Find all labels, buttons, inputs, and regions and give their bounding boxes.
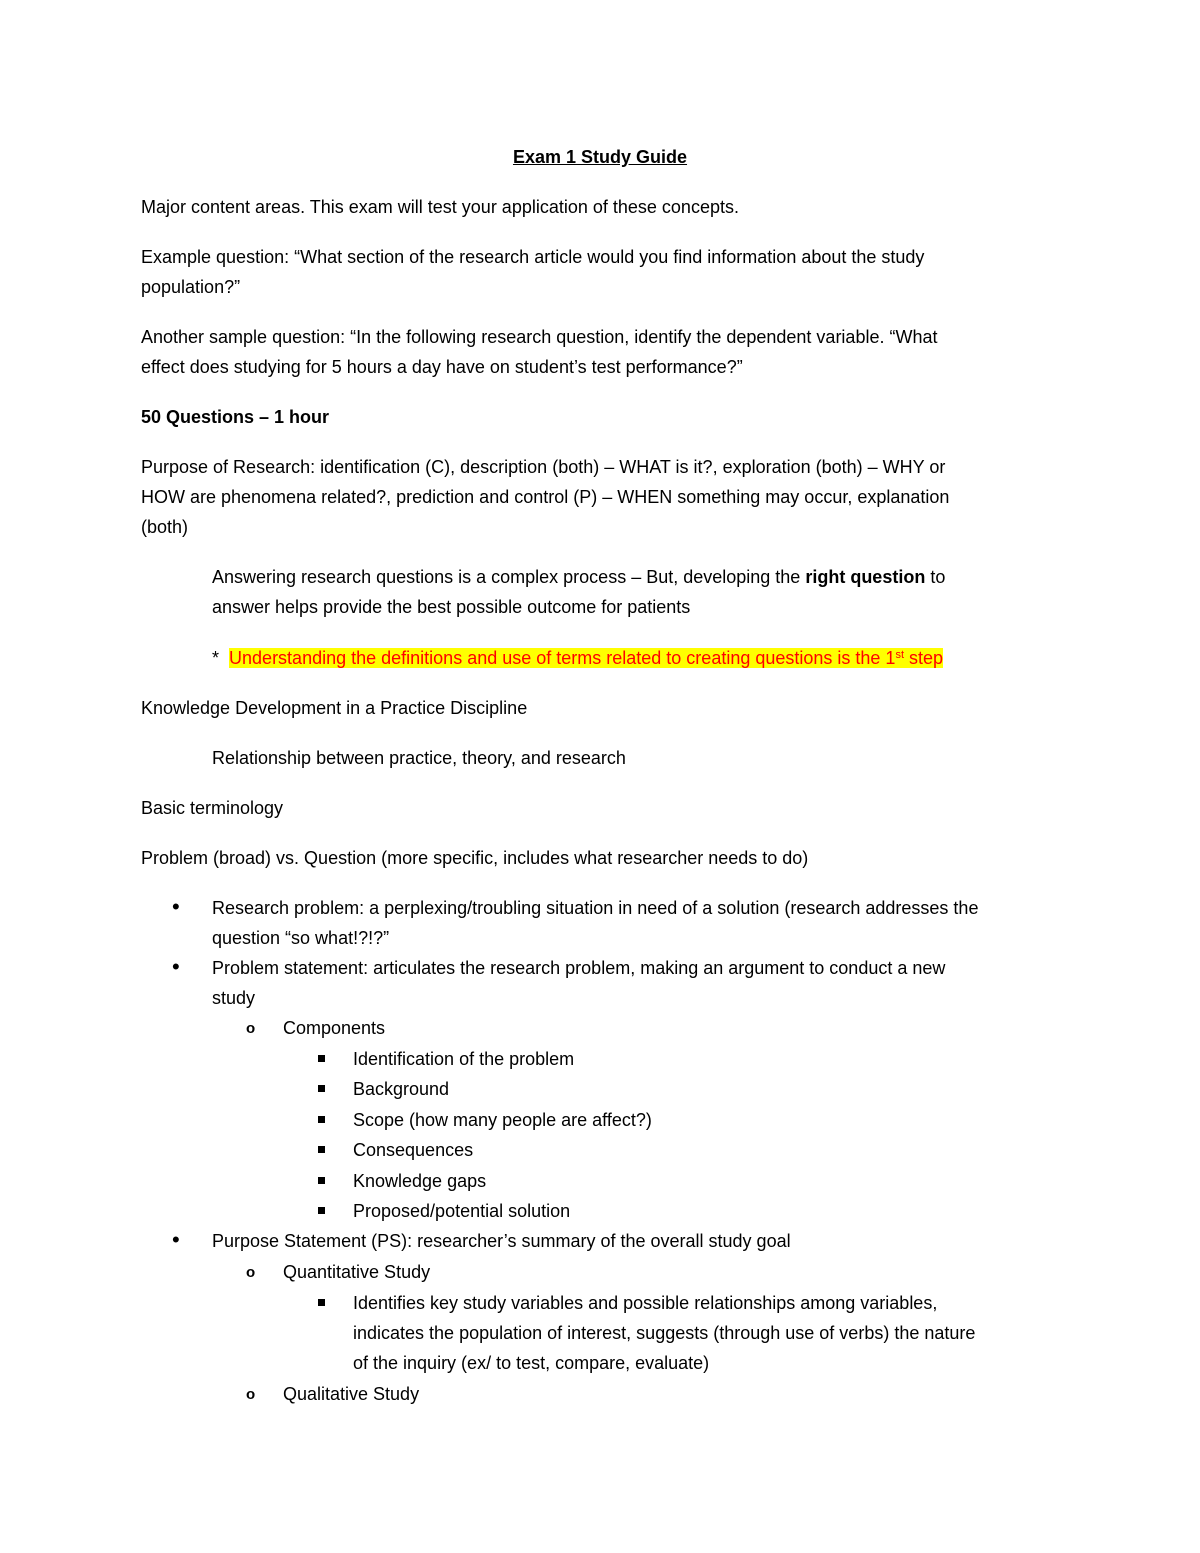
answering-text-b: to: [925, 567, 946, 587]
intro-text: Major content areas. This exam will test your application of these concepts.: [141, 197, 739, 217]
bullet-dot-icon: •: [172, 894, 180, 919]
component-item: Consequences: [353, 1140, 474, 1160]
highlight-end: step: [904, 648, 944, 668]
answering-line-2: answer helps provide the best possible outcome for patients: [212, 597, 691, 617]
answering-line-1: [212, 565, 945, 589]
document-title: Exam 1 Study Guide: [512, 147, 688, 167]
example-question-line-1: Example question: “What section of the research article would you find information about the study: [141, 247, 925, 267]
bullet-square-icon: [318, 1116, 325, 1123]
example-question-line-2: population?”: [141, 277, 241, 297]
quantitative-label: Quantitative Study: [283, 1262, 431, 1282]
highlighted-text: [229, 648, 943, 668]
qualitative-label: Qualitative Study: [283, 1384, 420, 1404]
component-item: Knowledge gaps: [353, 1171, 487, 1191]
bullet-circle-icon: o: [246, 1020, 256, 1037]
knowledge-heading: Knowledge Development in a Practice Discipline: [141, 698, 528, 718]
purpose-of-research-line-2: HOW are phenomena related?, prediction and control (P) – WHEN something may occur, explanation: [141, 487, 950, 507]
exam-format: 50 Questions – 1 hour: [141, 407, 330, 427]
highlight-main: Understanding the definitions and use of terms related to creating questions is the 1: [229, 648, 896, 668]
basic-terminology: Basic terminology: [141, 798, 284, 818]
component-item: Identification of the problem: [353, 1049, 575, 1069]
right-question-emphasis: right question: [805, 567, 926, 587]
bullet-square-icon: [318, 1299, 325, 1306]
quantitative-line-1: Identifies key study variables and possible relationships among variables,: [353, 1293, 938, 1313]
bullet-circle-icon: o: [246, 1264, 256, 1281]
purpose-statement: Purpose Statement (PS): researcher’s summary of the overall study goal: [212, 1231, 791, 1251]
star-marker: *: [212, 648, 220, 668]
research-problem-line-1: Research problem: a perplexing/troubling situation in need of a solution (research addresses the: [212, 898, 979, 918]
highlight-superscript: st: [895, 649, 904, 661]
bullet-circle-icon: o: [246, 1386, 256, 1403]
another-question-line-2: effect does studying for 5 hours a day have on student’s test performance?”: [141, 357, 743, 377]
bullet-square-icon: [318, 1085, 325, 1092]
purpose-of-research-line-3: (both): [141, 517, 189, 537]
components-label: Components: [283, 1018, 386, 1038]
bullet-square-icon: [318, 1177, 325, 1184]
highlighted-note: [212, 646, 943, 670]
component-item: Background: [353, 1079, 450, 1099]
bullet-square-icon: [318, 1207, 325, 1214]
component-item: Proposed/potential solution: [353, 1201, 571, 1221]
bullet-dot-icon: •: [172, 1227, 180, 1252]
bullet-square-icon: [318, 1055, 325, 1062]
bullet-square-icon: [318, 1146, 325, 1153]
relationship-text: Relationship between practice, theory, and research: [212, 748, 626, 768]
answering-text-a: Answering research questions is a complex process – But, developing the: [212, 567, 806, 587]
problem-statement-line-1: Problem statement: articulates the research problem, making an argument to conduct a new: [212, 958, 946, 978]
quantitative-line-2: indicates the population of interest, suggests (through use of verbs) the nature: [353, 1323, 976, 1343]
problem-statement-line-2: study: [212, 988, 256, 1008]
another-question-line-1: Another sample question: “In the following research question, identify the dependent variable. “What: [141, 327, 938, 347]
problem-vs-question: Problem (broad) vs. Question (more specific, includes what researcher needs to do): [141, 848, 809, 868]
research-problem-line-2: question “so what!?!?”: [212, 928, 390, 948]
bullet-dot-icon: •: [172, 954, 180, 979]
component-item: Scope (how many people are affect?): [353, 1110, 652, 1130]
purpose-of-research-line-1: Purpose of Research: identification (C), description (both) – WHAT is it?, exploration (both) – WHY or: [141, 457, 946, 477]
quantitative-line-3: of the inquiry (ex/ to test, compare, evaluate): [353, 1353, 710, 1373]
